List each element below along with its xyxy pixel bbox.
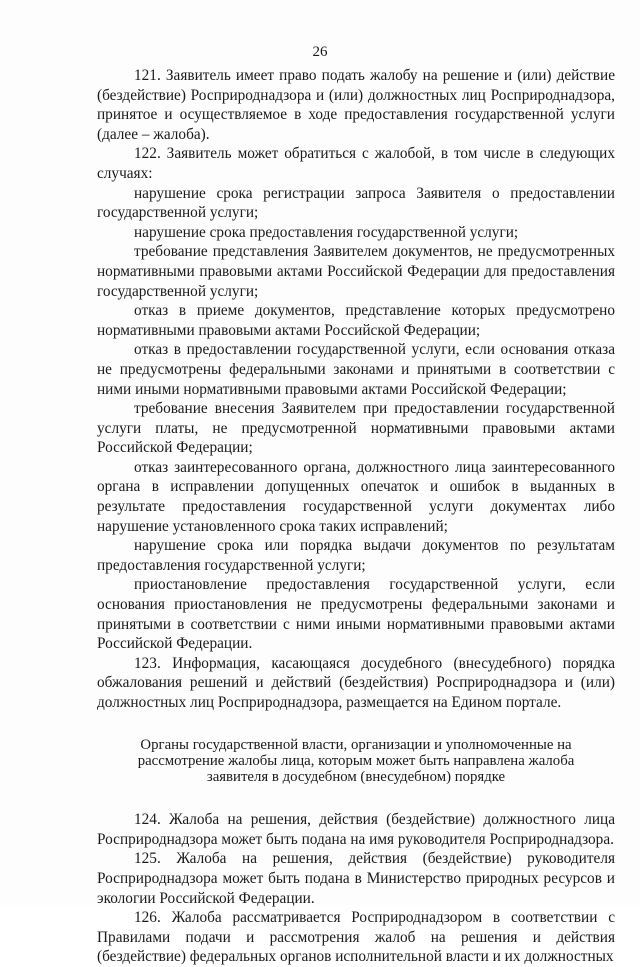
- list-item-registration-deadline: нарушение срока регистрации запроса Заявителя о предоставлении государственной услуги;: [97, 184, 615, 222]
- list-item-unlawful-fee: требование внесения Заявителем при предоставлении государственной услуги платы, не предусмотренной нормативными правовыми актами Российской Федерации;: [97, 400, 615, 457]
- page-number: 26: [312, 44, 328, 60]
- section-heading: Органы государственной власти, организации и уполномоченные на рассмотрение жалобы лица, которым может быть направлена жалоба заявителя в досудебном (внесудебном) порядке: [137, 736, 575, 785]
- list-item-suspension: приостановление предоставления государственной услуги, если основания приостановления не предусмотрены федеральными законами и принятыми в соответствии с ними иными нормативными правовыми актами Российской Федерации.: [97, 576, 615, 653]
- paragraph-122: 122. Заявитель может обратиться с жалобой, в том числе в следующих случаях:: [97, 145, 615, 182]
- list-item-document-refusal: отказ в приеме документов, представление которых предусмотрено нормативными правовыми актами Российской Федерации;: [97, 302, 615, 339]
- paragraph-124: 124. Жалоба на решения, действия (бездействие) должностного лица Росприроднадзора может быть подана на имя руководителя Росприроднадзора.: [97, 811, 615, 848]
- list-item-service-refusal: отказ в предоставлении государственной услуги, если основания отказа не предусмотрены федеральными законами и принятыми в соответствии с ними иными нормативными правовыми актами Российской Федерации;: [97, 341, 615, 398]
- list-item-extra-documents: требование представления Заявителем документов, не предусмотренных нормативными правовыми актами Российской Федерации для предоставления государственной услуги;: [97, 243, 615, 300]
- paragraph-125: 125. Жалоба на решения, действия (бездействие) руководителя Росприроднадзора может быть подана в Министерство природных ресурсов и экологии Российской Федерации.: [97, 850, 615, 907]
- list-item-correction-refusal: отказ заинтересованного органа, должностного лица заинтересованного органа в исправлении допущенных опечаток и ошибок в выданных в результате предоставления государственной услуги документах либо нарушение установленного срока таких исправлений;: [97, 458, 615, 535]
- list-item-issuance-violation: нарушение срока или порядка выдачи документов по результатам предоставления государственной услуги;: [97, 537, 615, 574]
- list-item-service-deadline: нарушение срока предоставления государственной услуги;: [134, 223, 519, 241]
- paragraph-126: 126. Жалоба рассматривается Росприроднадзором в соответствии с Правилами подачи и рассмотрения жалоб на решения и действия (бездействие) федеральных органов исполнительной власти и их должностных: [97, 909, 615, 966]
- document-body: [97, 66, 615, 967]
- paragraph-121: 121. Заявитель имеет право подать жалобу на решение и (или) действие (бездействие) Росприроднадзора и (или) должностных лиц Росприроднадзора, принятое и осуществляемое в ходе предоставления государственной услуги (далее – жалоба).: [97, 67, 615, 143]
- paragraph-123: 123. Информация, касающаяся досудебного (внесудебного) порядка обжалования решений и действий (бездействия) Росприроднадзора и (или) должностных лиц Росприроднадзора, размещается на Едином портале.: [97, 654, 615, 711]
